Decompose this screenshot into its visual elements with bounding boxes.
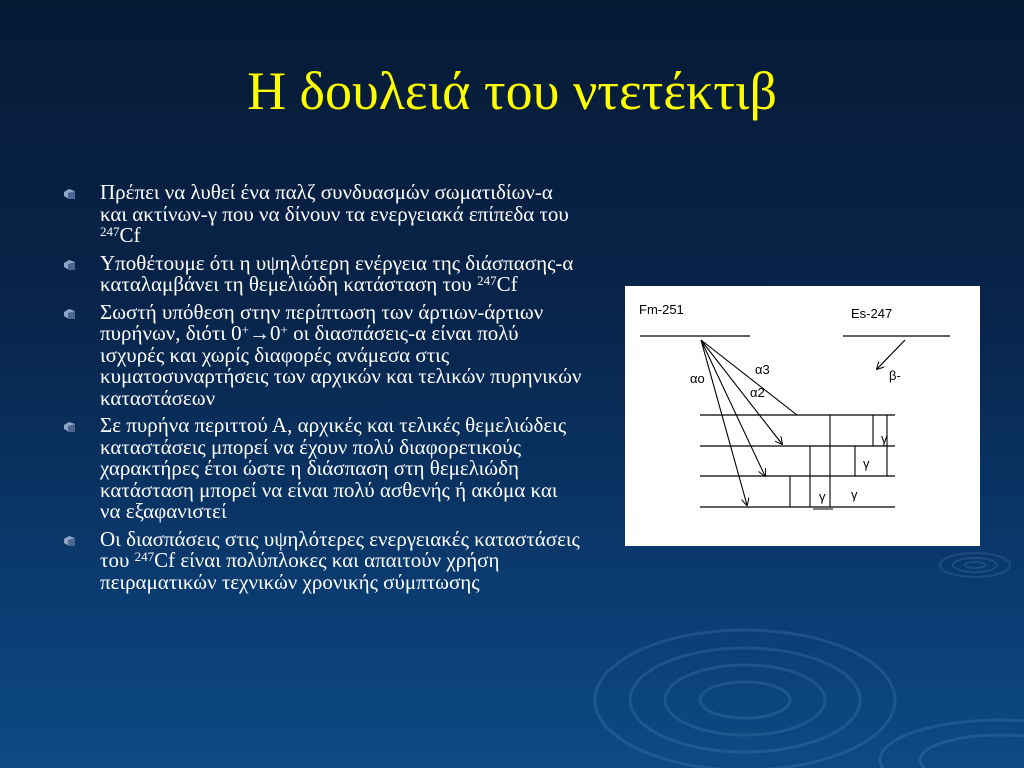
parent-label: Fm-251 — [639, 302, 684, 317]
superscript: + — [241, 322, 250, 337]
alpha-label: αο — [690, 371, 705, 386]
beta-label: β- — [889, 368, 901, 383]
gamma-label: γ — [851, 487, 858, 502]
alpha-line-3 — [701, 340, 797, 415]
cube-bullet-icon — [64, 189, 75, 199]
bullet-text-tail: Cf είναι πολύπλοκες και απαιτούν χρήση πειραματικών τεχνικών χρονικής σύμπτωσης — [100, 548, 500, 594]
alpha-line-2 — [701, 340, 782, 444]
superscript: + — [280, 322, 288, 337]
bullet-text-mid: →0 — [249, 321, 281, 345]
cube-bullet-icon — [64, 422, 75, 432]
superscript: 247 — [477, 273, 497, 288]
bullet-text-tail: Cf — [119, 223, 141, 247]
bullet-item — [62, 250, 582, 296]
alpha-label: α3 — [755, 362, 770, 377]
cube-bullet-icon — [64, 309, 75, 319]
alpha-label: α2 — [750, 385, 765, 400]
slide-title: Η δουλειά του ντετέκτιβ — [247, 61, 777, 121]
daughter-label: Es-247 — [851, 306, 893, 321]
bullet-item — [62, 526, 582, 594]
decay-scheme-diagram — [625, 286, 980, 546]
bullet-item — [62, 299, 582, 410]
bullet-text: Υποθέτουμε ότι η υψηλότερη ενέργεια της διάσπασης-α καταλαμβάνει τη θεμελιώδη κατάσταση του — [100, 250, 574, 296]
bullet-item — [62, 182, 582, 247]
decay-scheme-figure — [625, 286, 980, 546]
bullet-item — [62, 415, 582, 523]
cube-bullet-icon — [64, 536, 75, 546]
bullet-text: Σε πυρήνα περιττού Α, αρχικές και τελικές θεμελιώδεις καταστάσεις μπορεί να έχουν πολύ διαφορετικούς χαρακτήρες έτοι ώστε η διάσπαση στη θεμελιώδη κατάσταση μπορεί να είναι πολύ ασθενής ή ακόμα και να εξαφανιστεί — [100, 413, 567, 523]
gamma-label: γ — [881, 431, 888, 446]
cube-bullet-icon — [64, 260, 75, 270]
beta-arrow — [877, 340, 905, 369]
superscript: 247 — [134, 549, 155, 564]
gamma-label: γ — [819, 489, 826, 504]
bullet-text-tail: Cf — [496, 272, 518, 296]
bullet-text: Σωστή υπόθεση στην περίπτωση των άρτιων-άρτιων πυρήνων, διότι 0 — [100, 299, 544, 345]
bullet-text-tail: οι διασπάσεις-α είναι πολύ ισχυρές και χωρίς διαφορές ανάμεσα στις κυματοσυναρτήσεις των αρχικών και τελικών πυρηνικών καταστάσεων — [100, 321, 582, 410]
bullet-list — [62, 182, 582, 599]
superscript: 247 — [100, 224, 120, 239]
bullet-text: Πρέπει να λυθεί ένα παλζ συνδυασμών σωματιδίων-α και ακτίνων-γ που να δίνουν τα ενεργειακά επίπεδα του — [100, 180, 569, 226]
gamma-label: γ — [863, 456, 870, 471]
bullet-text: Οι διασπάσεις στις υψηλότερες ενεργειακές καταστάσεις του — [100, 526, 580, 572]
